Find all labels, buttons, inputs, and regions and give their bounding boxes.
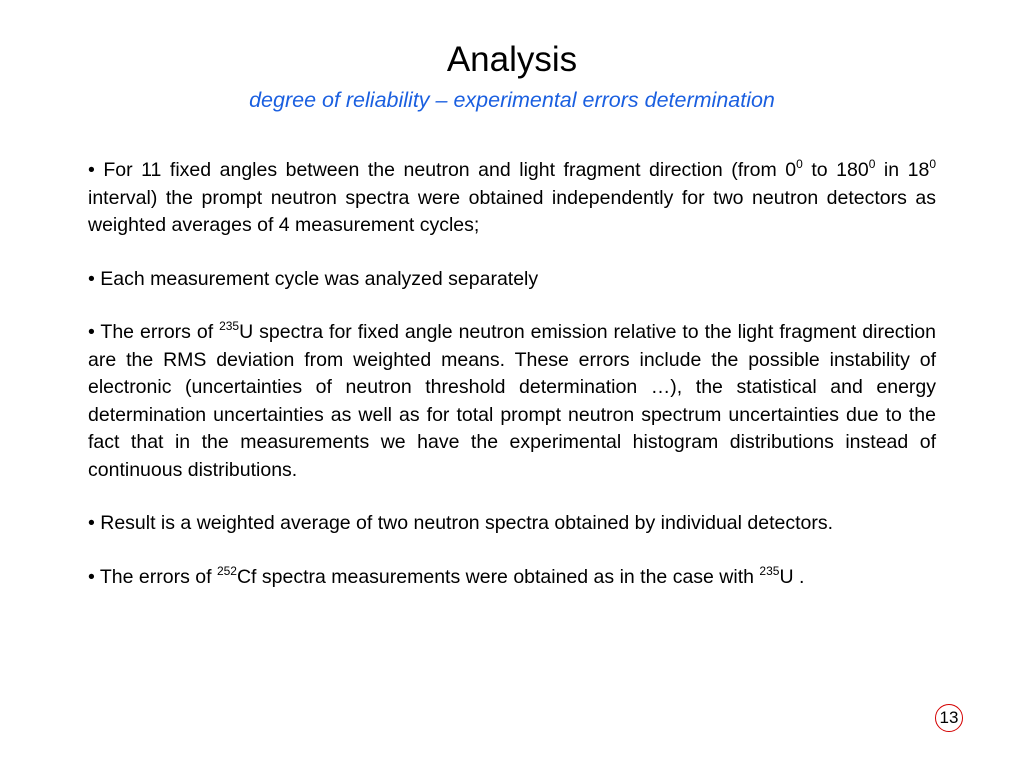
superscript: 235 bbox=[219, 319, 240, 333]
bullet-measurement-cycle: • Each measurement cycle was analyzed separately bbox=[88, 267, 539, 290]
bullet-text: • The errors of bbox=[88, 321, 220, 343]
bullet-text: • For 11 fixed angles between the neutron and light fragment direction (from 0 bbox=[88, 159, 797, 181]
bullet-text: in 18 bbox=[875, 159, 930, 181]
bullet-u235-errors bbox=[88, 319, 936, 484]
bullet-text: U . bbox=[779, 565, 805, 588]
superscript: 252 bbox=[216, 563, 237, 578]
bullet-text: U spectra for fixed angle neutron emission relative to the light fragment direction are the RMS deviation from weighted means. These errors include the possible instability of electronic (uncertainties of neutron threshold determination …), the statistical and energy determination uncertainties as well as for total prompt neutron spectrum uncertainties due to the fact that in the measurements we have the experimental histogram distributions instead of continuous distributions. bbox=[88, 321, 936, 481]
superscript: 235 bbox=[759, 563, 780, 578]
bullet-cf252-errors bbox=[88, 564, 936, 592]
bullet-weighted-average: • Result is a weighted average of two neutron spectra obtained by individual detectors. bbox=[88, 512, 834, 534]
bullet-text: interval) the prompt neutron spectra were obtained independently for two neutron detectors as weighted averages of 4 measurement cycles; bbox=[88, 186, 936, 236]
bullet-list bbox=[88, 157, 936, 591]
bullet-text: • The errors of bbox=[88, 565, 217, 588]
bullet-text: Cf spectra measurements were obtained as in the case with bbox=[236, 565, 760, 588]
superscript: 0 bbox=[868, 157, 876, 171]
superscript: 0 bbox=[796, 157, 803, 171]
page-number: 13 bbox=[935, 704, 963, 732]
slide-title: Analysis bbox=[446, 40, 578, 79]
slide-subtitle: degree of reliability – experimental errors determination bbox=[249, 88, 775, 112]
superscript: 0 bbox=[929, 157, 936, 171]
bullet-text: to 180 bbox=[802, 159, 869, 181]
bullet-fixed-angles bbox=[88, 157, 936, 240]
